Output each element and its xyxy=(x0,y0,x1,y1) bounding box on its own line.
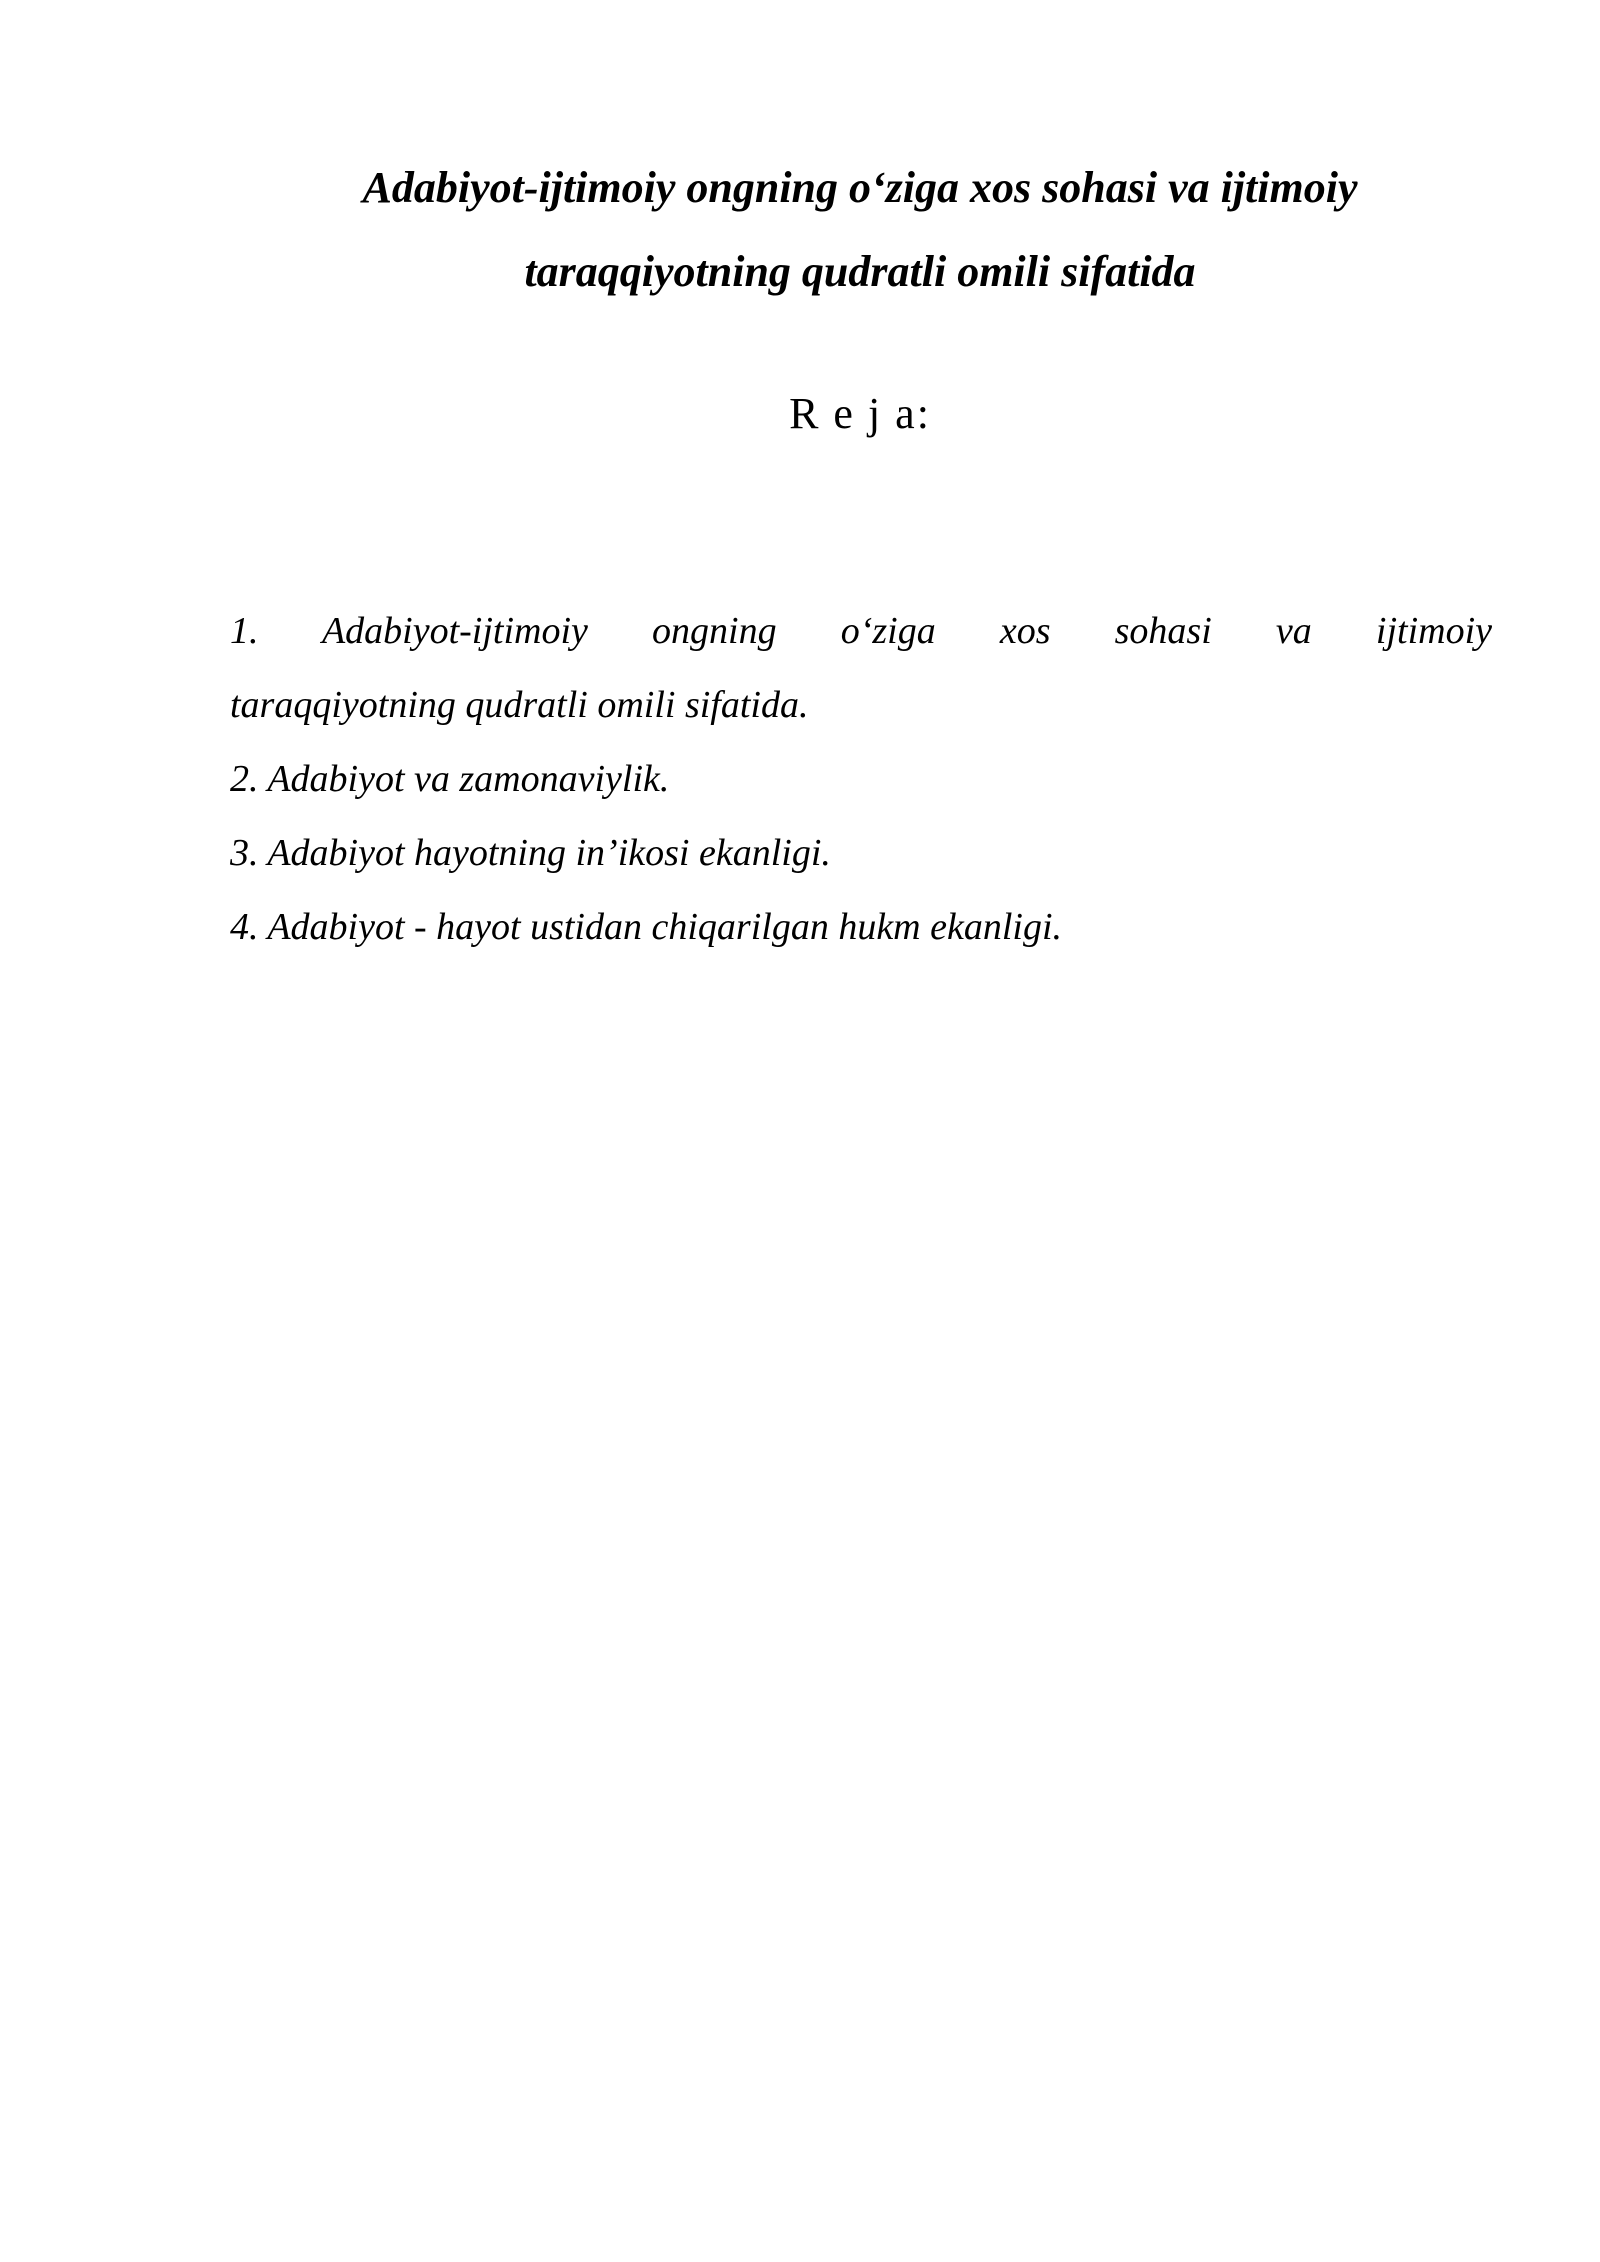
plan-item-3: 3. Adabiyot hayotning in’ikosi ekanligi. xyxy=(230,832,831,874)
plan-item-1-line-1: 1. Adabiyot-ijtimoiy ongning o‘ziga xos sohasi va ijtimoiy xyxy=(230,610,1492,652)
plan-list xyxy=(230,594,1492,964)
plan-item-1 xyxy=(230,594,1492,742)
plan-item-4: 4. Adabiyot - hayot ustidan chiqarilgan hukm ekanligi. xyxy=(230,906,1063,948)
document-title-line-2: taraqqiyotning qudratli omili sifatida xyxy=(524,247,1196,296)
plan-heading: R e j a: xyxy=(789,389,931,438)
document-title-line-1: Adabiyot-ijtimoiy ongning o‘ziga xos sohasi va ijtimoiy xyxy=(362,163,1358,212)
plan-item-2: 2. Adabiyot va zamonaviylik. xyxy=(230,758,670,800)
document-title xyxy=(230,146,1490,314)
plan-item-1-line-2: taraqqiyotning qudratli omili sifatida. xyxy=(230,684,809,726)
